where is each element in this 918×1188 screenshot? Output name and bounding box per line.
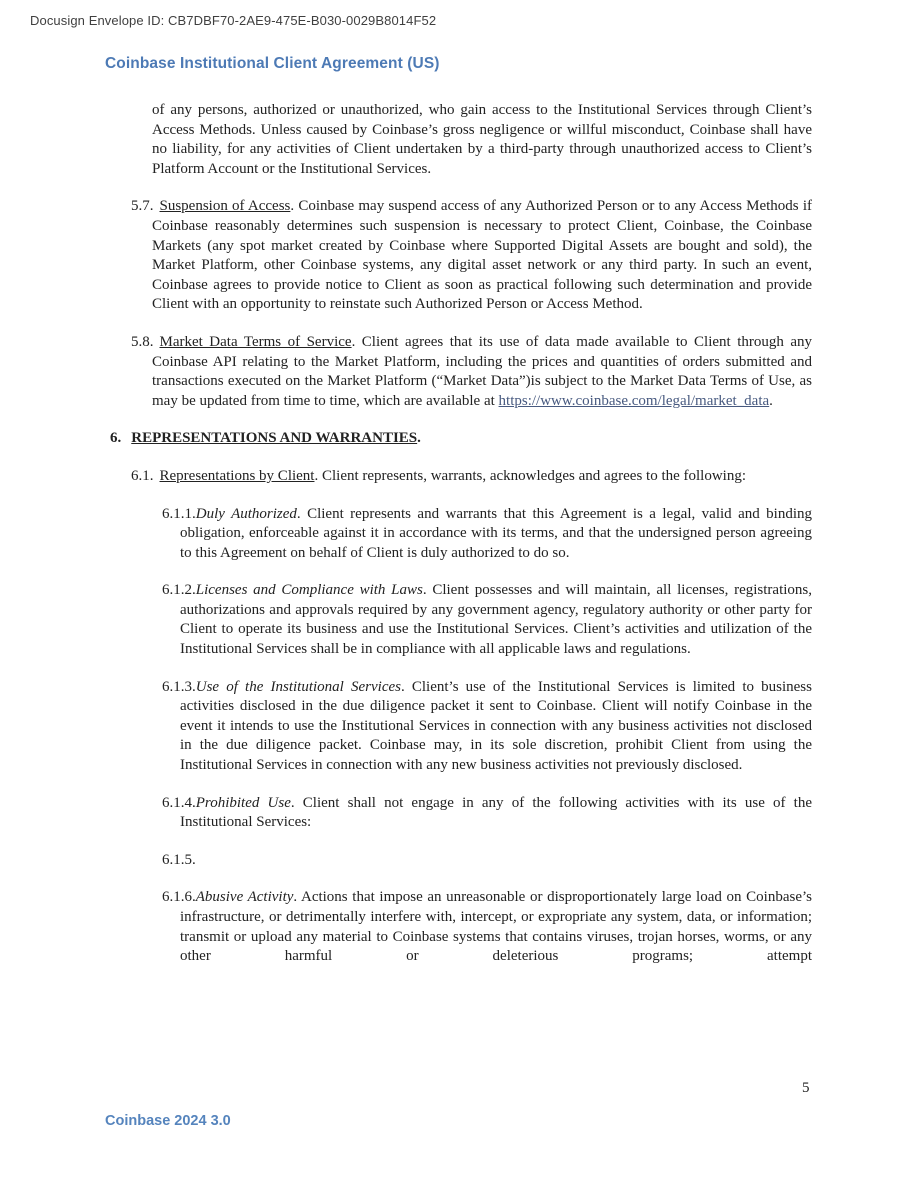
clause-5-7 <box>131 197 812 315</box>
clause-title: Prohibited Use <box>195 794 291 811</box>
section-title-period: . <box>417 430 421 447</box>
document-title: Coinbase Institutional Client Agreement (US) <box>105 55 440 72</box>
clause-text: . Client shall not engage in any of the following activities with its use of the Institutional Services: <box>180 794 812 831</box>
clause-number: 5.7. <box>131 198 154 215</box>
clause-title: Licenses and Compliance with Laws <box>195 582 423 599</box>
clause-number: 6.1.4. <box>162 794 196 811</box>
clause-6-1-2 <box>162 581 812 659</box>
clause-title: Suspension of Access <box>159 198 291 215</box>
clause-6-1-6 <box>162 888 812 966</box>
clause-title: Duly Authorized <box>195 505 297 522</box>
section-6-heading <box>110 429 812 449</box>
section-title: REPRESENTATIONS AND WARRANTIES <box>131 430 418 447</box>
clause-text-after-link: . <box>769 392 773 409</box>
clause-number: 6.1.5. <box>162 851 196 868</box>
docusign-envelope-id: Docusign Envelope ID: CB7DBF70-2AE9-475E-B030-0029B8014F52 <box>30 13 437 28</box>
clause-6-1 <box>131 467 812 487</box>
clause-text: . Client possesses and will maintain, all licenses, registrations, authorizations and approvals required by any government agency, regulatory authority or other party for Client to operate its business and use the Institutional Services. Client’s activities and utilization of the Institutional Services shall be in compliance with all applicable laws and regulations. <box>180 582 812 658</box>
clause-5-8 <box>131 333 812 411</box>
clause-number: 5.8. <box>131 333 154 350</box>
clause-text: . Coinbase may suspend access of any Authorized Person or to any Access Methods if Coinbase reasonably determines such suspension is necessary to protect Client, Coinbase, the Coinbase Markets (any spot market created by Coinbase where Supported Digital Assets are bought and sold), the Market Platform, other Coinbase systems, any digital asset network or any third party. In such an event, Coinbase agrees to provide notice to Client as soon as practical following such determination and provide Client with an opportunity to reinstate such Authorized Person or Access Method. <box>152 198 812 313</box>
clause-6-1-4 <box>162 794 812 833</box>
paragraph-continuation <box>152 101 812 179</box>
clause-title: Use of the Institutional Services <box>195 678 401 695</box>
clause-number: 6.1.1. <box>162 505 196 522</box>
clause-6-1-3 <box>162 678 812 776</box>
section-number: 6. <box>110 430 122 447</box>
clause-text: . Client represents and warrants that this Agreement is a legal, valid and binding obligation, enforceable against it in accordance with its terms, and that the undersigned person agreeing to this Agreement on behalf of Client is duly authorized to do so. <box>180 505 813 561</box>
document-body <box>0 101 918 985</box>
clause-number: 6.1.3. <box>162 678 196 695</box>
clause-text: . Actions that impose an unreasonable or disproportionately large load on Coinbase’s infrastructure, or detrimentally interfere with, intercept, or expropriate any system, data, or information; transmit or upload any material to Coinbase systems that contains viruses, trojan horses, worms, or any other harmful or deleterious programs; attempt <box>180 889 812 965</box>
paragraph-text: of any persons, authorized or unauthorized, who gain access to the Institutional Services through Client’s Access Methods. Unless caused by Coinbase’s gross negligence or willful misconduct, Coinbase shall have no liability, for any activities of Client undertaken by a third-party through unauthorized access to Client’s Platform Account or the Institutional Services. <box>152 102 812 177</box>
clause-text: . Client’s use of the Institutional Services is limited to business activities disclosed in the due diligence packet it sent to Coinbase. Client will notify Coinbase in the event it intends to use the Institutional Services in connection with any business activities not disclosed in the due diligence packet. Coinbase may, in its sole discretion, prohibit Client from using the Institutional Services in connection with any new business activities not previously disclosed. <box>180 678 812 774</box>
footer-version: Coinbase 2024 3.0 <box>105 1113 231 1129</box>
clause-title: Abusive Activity <box>195 889 294 906</box>
clause-number: 6.1.6. <box>162 889 196 906</box>
market-data-terms-link[interactable]: https://www.coinbase.com/legal/market_data <box>498 392 770 409</box>
clause-text: . Client represents, warrants, acknowledges and agrees to the following: <box>314 467 747 484</box>
clause-title: Representations by Client <box>159 467 315 484</box>
clause-6-1-5 <box>162 851 812 871</box>
clause-6-1-1 <box>162 505 813 564</box>
clause-number: 6.1. <box>131 467 154 484</box>
clause-title: Market Data Terms of Service <box>159 333 352 350</box>
clause-text: . Client agrees that its use of data made available to Client through any Coinbase API relating to the Market Platform, including the prices and quantities of orders submitted and transactions executed on the Market Platform (“Market Data”)is subject to the Market Data Terms of Use, as may be updated from time to time, which are available at <box>152 333 812 409</box>
page-number: 5 <box>802 1080 810 1096</box>
clause-number: 6.1.2. <box>162 582 196 599</box>
